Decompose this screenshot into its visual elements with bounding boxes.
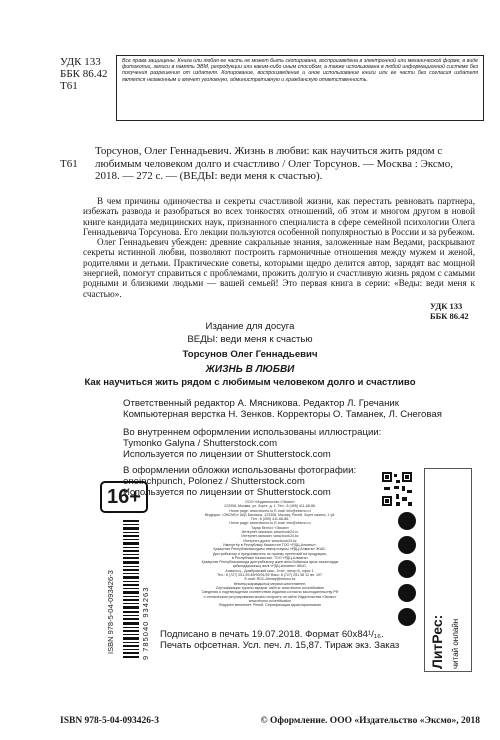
publisher-line: Өнімнің жарамдылық мерзімі шектелмеген. xyxy=(233,581,307,586)
barcode xyxy=(121,520,151,660)
book-title: ЖИЗНЬ В ЛЮБВИ xyxy=(205,364,295,375)
publisher-line: Home page: www.eksmo.ru E-mail: info@eksmo.ru xyxy=(229,508,311,513)
page-footer xyxy=(60,716,480,726)
social-icon xyxy=(398,512,416,530)
litres-tagline: читай онлайн xyxy=(451,618,460,669)
book-subtitle: Как научиться жить рядом с любимым человеком долго и счастливо xyxy=(84,377,416,388)
edition-type: Издание для досуга xyxy=(205,321,295,332)
footer-copyright: © Оформление. ООО «Издательство «Эксмо», 2018 xyxy=(260,716,480,726)
barcode-isbn-text: ISBN 978-5-04-093426-3 xyxy=(106,570,115,654)
bbk-line: ББК 86.42 xyxy=(60,68,108,80)
bbk-line: ББК 86.42 xyxy=(430,311,469,321)
publisher-line: Өндірген мемлекет: Ресей. Сертификация қарастырылмаған xyxy=(219,603,321,608)
print-info xyxy=(160,629,440,651)
qr-code xyxy=(380,470,414,508)
credit-line: В оформлении обложки использованы фотографии: xyxy=(123,465,357,476)
publisher-line: Өндіруші: «ЭКСМО» АҚБ Баспасы, 123308, Мәскеу, Ресей, Зорге көшесі, 1 үй. xyxy=(204,512,336,517)
publisher-line: Импортёр в Республику Казахстан ТОО «РДЦ-Алматы». xyxy=(223,542,317,547)
publisher-line: в Республике Казахстан: ТОО «РДЦ-Алматы» xyxy=(231,555,309,560)
annotation xyxy=(83,196,475,299)
social-icon xyxy=(398,608,416,626)
publisher-line: Home page: www.eksmo.ru E-mail: info@eksmo.ru xyxy=(229,521,311,526)
publisher-line: Алматы қ., Домбровский көш., 3«а», литер Б, офис 1. xyxy=(225,568,315,573)
credit-line: Используется по лицензии от Shutterstock.com xyxy=(123,449,331,461)
staff-line: Компьютерная верстка Н. Зенков. Корректоры О. Таманек, Л. Снеговая xyxy=(123,409,442,421)
udk-block xyxy=(60,56,107,92)
social-icon xyxy=(398,536,416,554)
credit-line: Tymonko Galyna / Shutterstock.com xyxy=(123,438,278,450)
publisher-line: ООО «Издательство «Эксмо» xyxy=(245,500,295,504)
qr-code-icon xyxy=(380,470,414,508)
author-mark: Т61 xyxy=(60,158,78,170)
udk-line: УДК 133 xyxy=(60,56,101,68)
credit-line: Во внутреннем оформлении использованы иллюстрации: xyxy=(123,427,382,438)
annotation-paragraph: Олег Геннадьевич убежден: древние сакральные знания, заложенные нам Ведами, раскрывают секреты истинной любви, позволяют построить гармоничные отношения между мужем и женой, родителями и детьми. Практические советы, которыми щедро делится автор, зарядят вас мощной энергией, помогут справиться с проблемами, прожить долгую и счастливую жизнь рядом с самыми родными и близкими людьми — вашей семьей! Это первая книга в серии: «Веды: веди меня к счастью». xyxy=(83,237,475,299)
staff-line: Ответственный редактор А. Мясникова. Редактор Л. Гречаник xyxy=(123,398,399,409)
bibliographic-description: Торсунов, Олег Геннадьевич. Жизнь в любви: как научиться жить рядом с любимым человеком долго и счастливо / Олег Торсунов. — Москва : Эксмо, 2018. — 272 с. — (ВЕДЫ: веди меня к счастью). xyxy=(95,145,454,182)
publisher-line: қабылдаушының өкілі «РДЦ-Алматы» ЖШС, xyxy=(232,564,308,569)
publisher-line: о техническом регулировании можно получить на сайте Издательства «Эксмо» xyxy=(203,594,337,599)
udk-line: УДК 133 xyxy=(430,301,463,311)
barcode-digits: 9 785040 934263 xyxy=(141,586,150,660)
print-line: Печать офсетная. Усл. печ. л. 15,87. Тираж экз. Заказ xyxy=(160,640,400,652)
publisher-line: Интернет-дүкен: www.book24.kz xyxy=(243,538,297,543)
publisher-line: 123308, Москва, ул. Зорге, д. 1. Тел.: 8 (495) 411-68-86. xyxy=(223,504,317,509)
litres-logo-text: ЛитРес: xyxy=(429,614,445,669)
publisher-line: Сертификация туралы ақпарат сайтта: www.eksmo.ru/certification xyxy=(215,585,325,590)
staff-credits xyxy=(123,398,463,420)
author-name: Торсунов Олег Геннадьевич xyxy=(182,349,318,360)
age-rating-badge: 16+ xyxy=(100,481,148,513)
publisher-line: www.eksmo.ru/certification xyxy=(248,598,292,603)
series-name: ВЕДЫ: веди меня к счастью xyxy=(187,334,313,345)
publisher-line: Қазақстан Республикасындағы импорттаушы «РДЦ-Алматы» ЖШС. xyxy=(213,547,327,552)
publisher-info xyxy=(160,500,380,607)
publisher-line: Тел.: 8 (495) 411-68-86. xyxy=(250,517,290,522)
author-mark-line: Т61 xyxy=(60,80,78,92)
publisher-line: Қазақстан Республикасында дистрибьютор және өнім бойынша арыз-талаптарды xyxy=(201,560,339,565)
annotation-paragraph: В чем причины одиночества и секреты счастливой жизни, как перестать ревновать партнера, избежать развода и разобраться во всех тонкостях отношений, об этом и многом другом в новой книге кандидата медицинских наук, признанного специалиста в сфере семейной психологии Олега Геннадьевича Торсунова. Его лекции пользуются особенной популярностью в России и за рубежом. xyxy=(83,196,475,237)
publisher-line: Интернет-магазин: www.book24.ru xyxy=(241,530,299,535)
social-icon xyxy=(398,584,416,602)
publisher-line: Сведения о подтверждении соответствия издания согласно законодательству РФ xyxy=(201,590,339,595)
publisher-line: Дистрибьютор и представитель по приему претензий на продукцию, xyxy=(212,551,328,556)
social-icons xyxy=(398,512,420,632)
illustration-credits xyxy=(123,427,463,461)
credit-line: oneinchpunch, Polonez / Shutterstock.com xyxy=(123,476,305,488)
footer-isbn: ISBN 978-5-04-093426-3 xyxy=(60,716,159,726)
social-icon xyxy=(398,560,416,578)
print-line: Подписано в печать 19.07.2018. Формат 60х84¹/₁₆. xyxy=(160,629,384,640)
publisher-line: Тел.: 8 (727) 251-59-89/90/91/92 Факс: 8 (727) 251 58 12 вн. 107. xyxy=(216,573,324,578)
publisher-line: Тауар белгісі: «Эксмо» xyxy=(251,525,289,530)
udk-bottom xyxy=(430,301,469,321)
publisher-line: Интернет-магазин: www.book24.kz xyxy=(241,534,299,539)
credit-line: Используется по лицензии от Shutterstock.com xyxy=(123,487,331,499)
publisher-line: E-mail: RDC-Almaty@eksmo.kz xyxy=(244,577,296,582)
copyright-notice: Все права защищены. Книга или любая ее часть не может быть скопирована, воспроизведена в электронной или механической форме, в виде фотокопии, записи в память ЭВМ, репродукции или каким-либо иным способом, а также использована в любой информационной системе без получения разрешения от издателя. Копирование, воспроизведение и иное использование книги или ее части без согласия издателя является незаконным и влечет уголовную, административную и гражданскую ответственность. xyxy=(116,55,484,121)
